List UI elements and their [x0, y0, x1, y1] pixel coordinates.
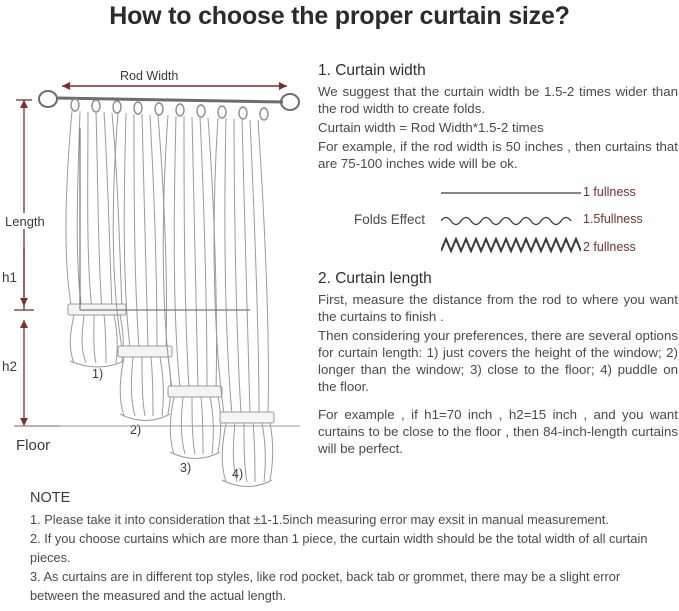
section-1-heading: 1. Curtain width [318, 62, 426, 79]
section-1-formula: Curtain width = Rod Width*1.5-2 times [318, 120, 544, 135]
fold-legend-2: 1.5fullness [583, 212, 643, 226]
section-2-paragraph-3: For example , if h1=70 inch , h2=15 inch , and you want curtains to be close to the floor , then 84-inch-length curtains will be perfect. [318, 407, 678, 456]
floor-label: Floor [16, 437, 51, 454]
h1-label: h1 [2, 270, 18, 285]
fold-legend-3: 2 fullness [583, 240, 636, 254]
folds-effect-label: Folds Effect [354, 212, 426, 227]
instructions-column [318, 62, 678, 459]
option-label-3: 3) [180, 461, 192, 475]
folds-effect-diagram [318, 183, 678, 261]
section-2-heading: 2. Curtain length [318, 270, 432, 287]
option-label-1: 1) [92, 367, 104, 381]
option-label-2: 2) [130, 423, 142, 437]
fold-legend-1: 1 fullness [583, 185, 636, 199]
section-2-paragraph-1: First, measure the distance from the rod to where you want the curtains to finish . [318, 292, 678, 324]
section-1-paragraph-1: We suggest that the curtain width be 1.5-2 times wider than the rod width to create folds. [318, 84, 678, 116]
rod-width-label: Rod Width [120, 69, 179, 83]
note-line-2: 2. If you choose curtains which are more than 1 piece, the curtain width should be the total width of all curtain pieces. [30, 531, 648, 565]
note-line-1: 1. Please take it into consideration that ±1-1.5inch measuring error may exsit in manual measurement. [30, 512, 609, 527]
note-line-3: 3. As curtains are in different top styles, like rod pocket, back tab or grommet, there may be a slight error between the measured and the actual length. [30, 569, 621, 603]
folds-curves [441, 183, 581, 261]
section-1-paragraph-3: For example, if the rod width is 50 inches , then curtains that are 75-100 inches wide will be ok. [318, 139, 678, 171]
length-label: Length [5, 214, 45, 229]
section-2-paragraph-2: Then considering your preferences, there are several options for curtain length: 1) just covers the height of the window; 2) longer than the window; 3) close to the floor; 4) puddle on the floor. [318, 328, 678, 394]
curtain-diagram [0, 58, 310, 488]
option-label-4: 4) [232, 467, 244, 481]
page-title: How to choose the proper curtain size? [109, 2, 570, 30]
h2-label: h2 [2, 359, 18, 374]
note-title: NOTE [30, 490, 71, 506]
note-block [30, 490, 666, 605]
